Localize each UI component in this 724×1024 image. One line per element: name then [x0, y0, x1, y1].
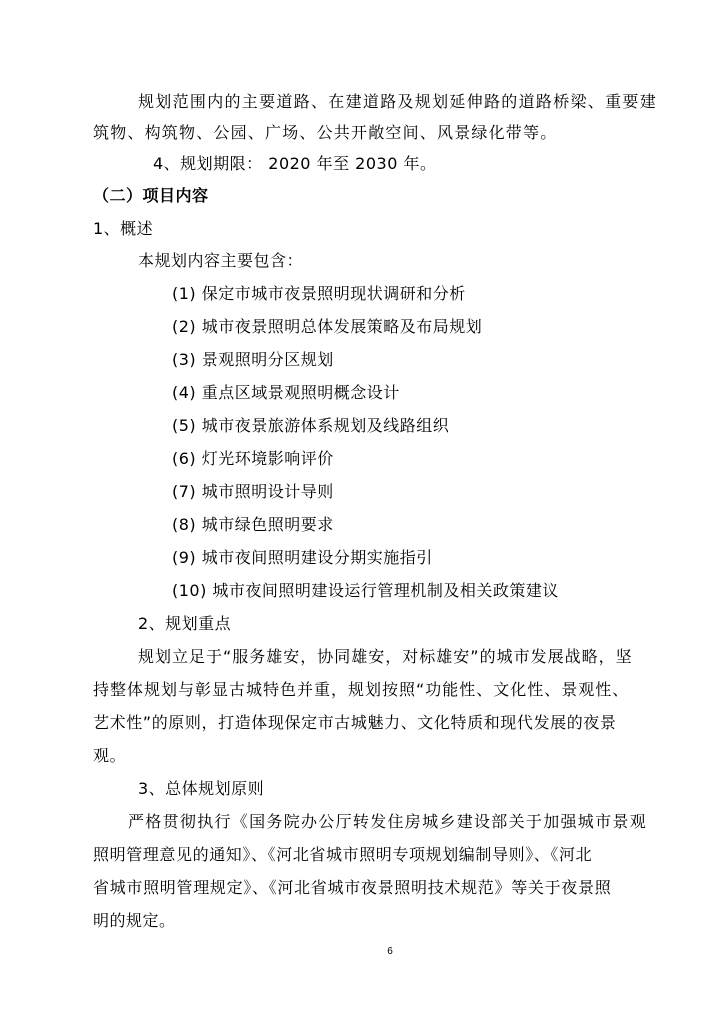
overview-item: (4) 重点区域景观照明概念设计	[172, 383, 400, 402]
page-number: 6	[387, 946, 393, 957]
focus-heading: 2、规划重点	[138, 614, 232, 633]
principles-paragraph-line-1: 严格贯彻执行《国务院办公厅转发住房城乡建设部关于加强城市景观	[128, 812, 648, 831]
overview-item: (2) 城市夜景照明总体发展策略及布局规划	[172, 317, 483, 336]
overview-heading: 1、概述	[93, 219, 154, 238]
principles-heading: 3、总体规划原则	[138, 779, 265, 798]
overview-item: (6) 灯光环境影响评价	[172, 449, 334, 468]
scope-paragraph-line-1: 规划范围内的主要道路、在建道路及规划延伸路的道路桥梁、重要建	[138, 92, 658, 111]
section-heading: （二）项目内容	[93, 186, 209, 205]
overview-item: (1) 保定市城市夜景照明现状调研和分析	[172, 284, 466, 303]
focus-paragraph-line-4: 观。	[93, 746, 127, 765]
planning-period: 4、规划期限： 2020 年至 2030 年。	[153, 154, 437, 173]
principles-paragraph-line-4: 明的规定。	[93, 911, 176, 930]
overview-item: (9) 城市夜间照明建设分期实施指引	[172, 548, 433, 567]
overview-item: (5) 城市夜景旅游体系规划及线路组织	[172, 416, 450, 435]
focus-paragraph-line-1: 规划立足于“服务雄安，协同雄安，对标雄安”的城市发展战略，坚	[138, 647, 633, 666]
overview-item: (3) 景观照明分区规划	[172, 350, 334, 369]
overview-intro: 本规划内容主要包含：	[138, 251, 304, 270]
scope-paragraph-line-2: 筑物、构筑物、公园、广场、公共开敞空间、风景绿化带等。	[93, 123, 558, 142]
focus-paragraph-line-3: 艺术性”的原则，打造体现保定市古城魅力、文化特质和现代发展的夜景	[93, 713, 617, 732]
overview-item: (8) 城市绿色照明要求	[172, 515, 334, 534]
overview-item: (7) 城市照明设计导则	[172, 482, 334, 501]
overview-item: (10) 城市夜间照明建设运行管理机制及相关政策建议	[172, 581, 559, 600]
principles-paragraph-line-3: 省城市照明管理规定》、《河北省城市夜景照明技术规范》等关于夜景照	[93, 878, 612, 897]
focus-paragraph-line-2: 持整体规划与彰显古城特色并重，规划按照“功能性、文化性、景观性、	[93, 680, 630, 699]
principles-paragraph-line-2: 照明管理意见的通知》、《河北省城市照明专项规划编制导则》、《河北	[93, 845, 593, 864]
